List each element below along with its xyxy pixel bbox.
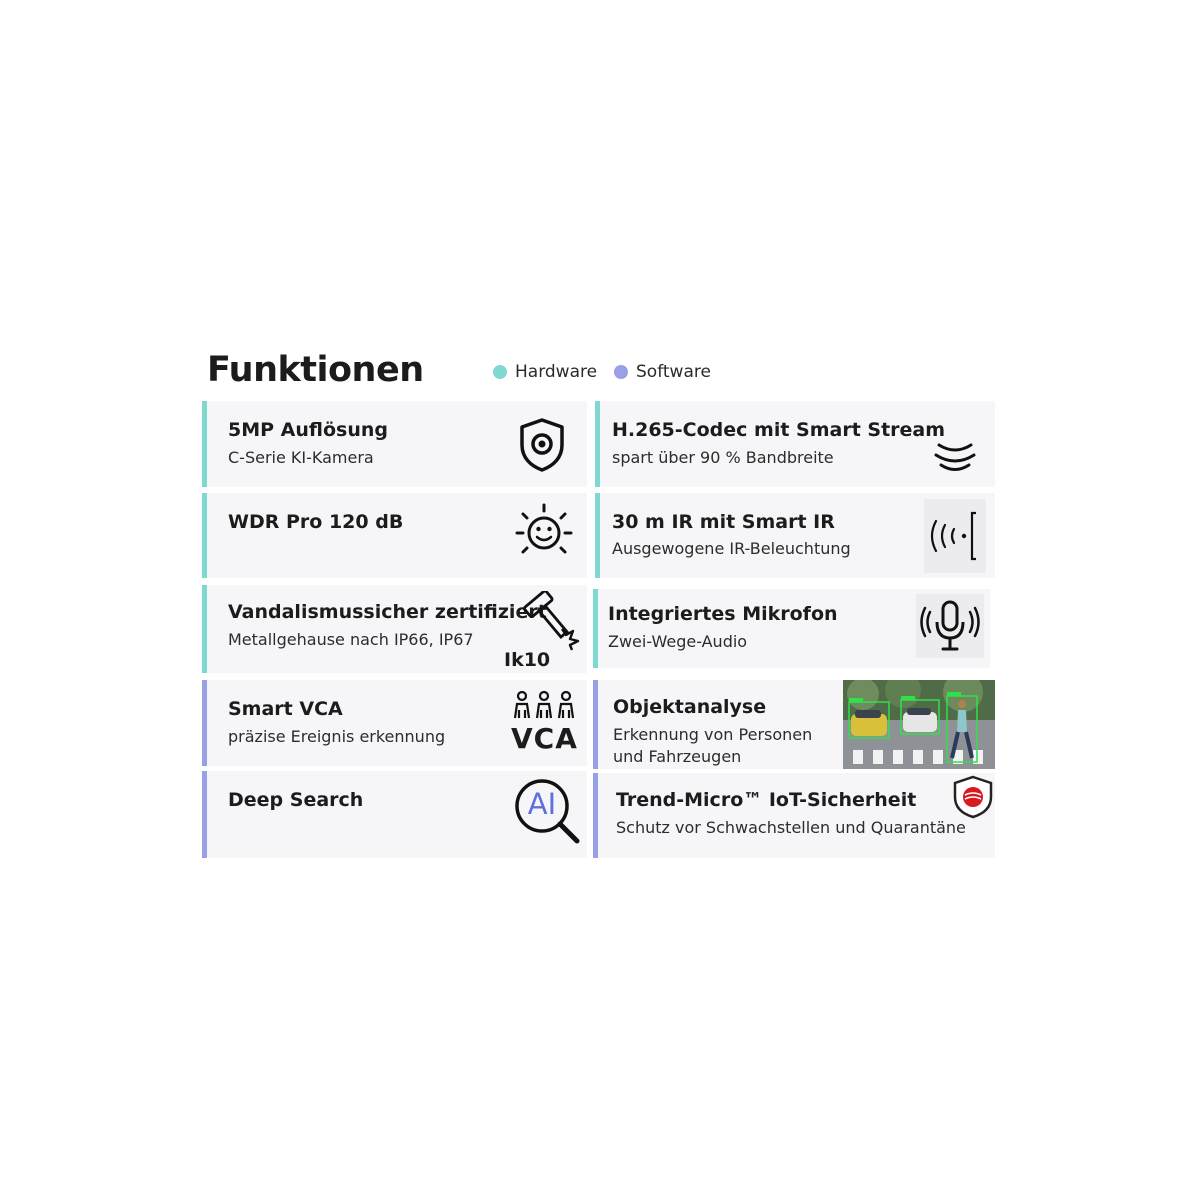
vca-badge: VCA: [511, 722, 578, 755]
feature-heading: Trend-Micro™ IoT-Sicherheit: [616, 789, 917, 811]
feature-card-deepsearch: [202, 771, 587, 858]
mic-icon-box: [916, 594, 984, 658]
feature-card-wdr: [202, 493, 587, 578]
page-title: Funktionen: [207, 350, 424, 390]
feature-subtitle: C-Serie KI-Kamera: [228, 448, 374, 467]
ir-waves-icon: [924, 499, 986, 573]
ai-badge: AI: [527, 787, 557, 821]
feature-card-resolution: [202, 401, 587, 487]
feature-subtitle: Schutz vor Schwachstellen und Quarantäne: [616, 818, 966, 837]
sun-face-icon: [514, 502, 574, 560]
feature-subtitle: Erkennung von Personen: [613, 725, 813, 744]
people-icon: [511, 690, 577, 720]
hammer-icon: [510, 591, 582, 651]
feature-subtitle: präzise Ereignis erkennung: [228, 727, 446, 746]
legend-software-label: Software: [636, 362, 711, 382]
feature-subtitle: spart über 90 % Bandbreite: [612, 448, 834, 467]
feature-card-object: [593, 680, 995, 769]
microphone-icon: [916, 594, 984, 658]
legend-software: [614, 362, 711, 382]
feature-heading: 5MP Auflösung: [228, 419, 388, 441]
legend-hardware: [493, 362, 597, 382]
street-detection-image: [843, 680, 995, 769]
shield-lens-icon: [517, 417, 567, 473]
feature-subtitle-2: und Fahrzeugen: [613, 747, 742, 766]
feature-heading: Smart VCA: [228, 698, 343, 720]
feature-card-codec: [595, 401, 995, 487]
software-dot-icon: [614, 365, 628, 379]
feature-card-mic: [593, 589, 990, 668]
feature-card-vca: [202, 680, 587, 766]
legend-hardware-label: Hardware: [515, 362, 598, 382]
hardware-dot-icon: [493, 365, 507, 379]
feature-heading: Integriertes Mikrofon: [608, 603, 838, 625]
feature-heading: Deep Search: [228, 789, 364, 811]
feature-card-trendmicro: [593, 773, 995, 858]
ik10-badge: Ik10: [504, 649, 551, 671]
feature-heading: Vandalismussicher zertifiziert: [228, 601, 547, 623]
ir-icon-box: [924, 499, 986, 573]
feature-subtitle: Ausgewogene IR-Beleuchtung: [612, 539, 851, 558]
feature-heading: 30 m IR mit Smart IR: [612, 511, 835, 533]
signal-waves-icon: [932, 441, 978, 475]
feature-subtitle: Metallgehause nach IP66, IP67: [228, 630, 474, 649]
feature-heading: H.265-Codec mit Smart Stream: [612, 419, 946, 441]
feature-heading: WDR Pro 120 dB: [228, 511, 404, 533]
trend-micro-shield-icon: [952, 775, 994, 819]
feature-card-vandal: [202, 585, 587, 673]
feature-subtitle: Zwei-Wege-Audio: [608, 632, 748, 651]
feature-heading: Objektanalyse: [613, 696, 767, 718]
feature-card-ir: [595, 493, 995, 578]
